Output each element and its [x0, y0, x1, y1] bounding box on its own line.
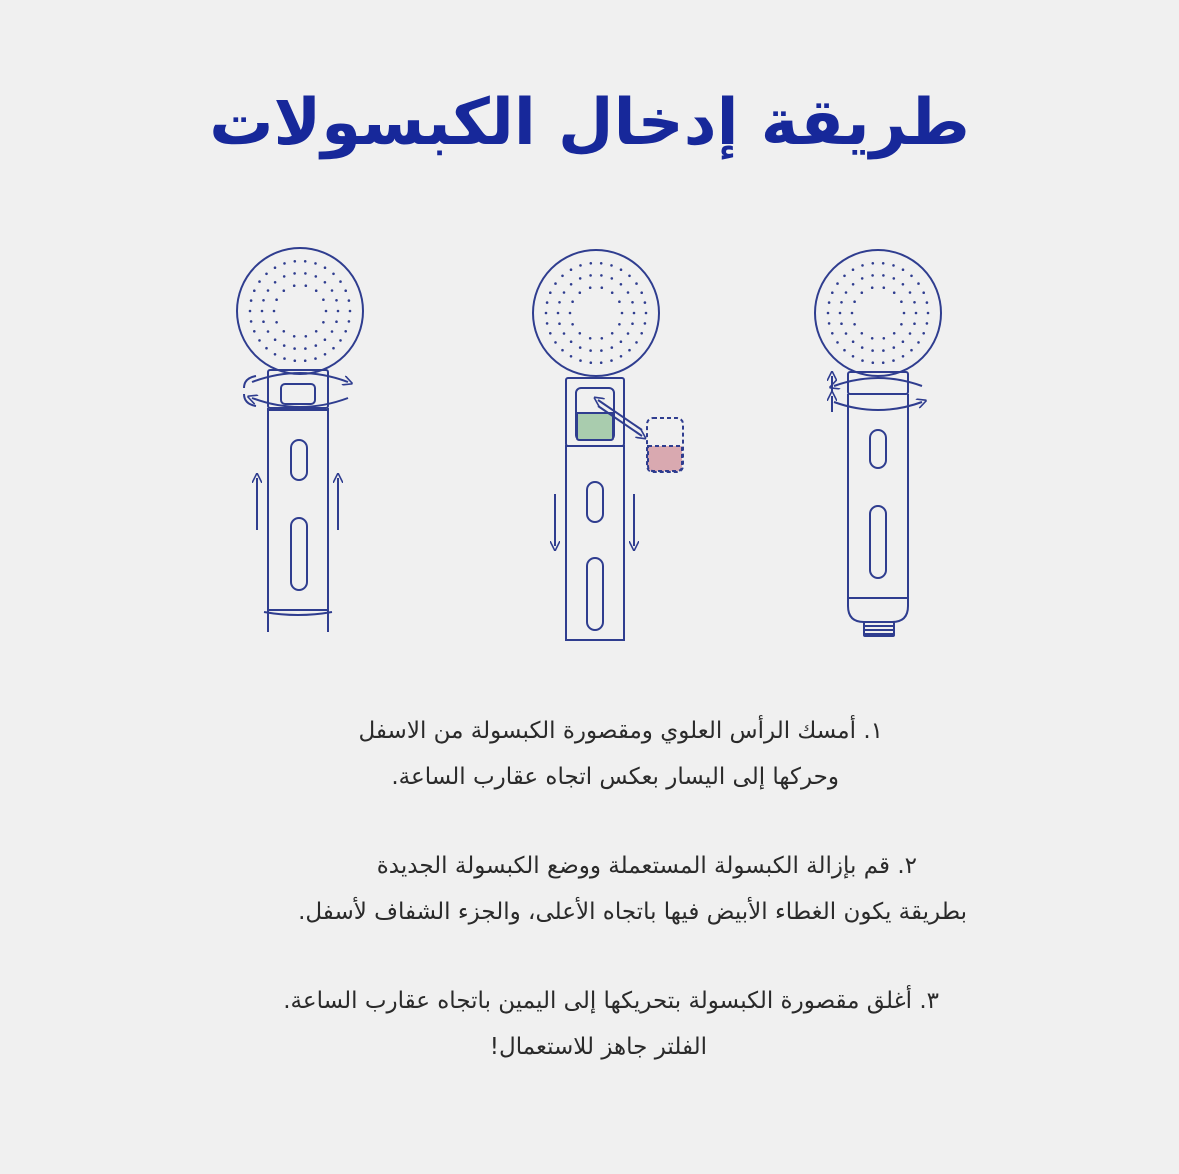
nozzle-dot	[571, 300, 574, 303]
nozzle-dot	[344, 289, 347, 292]
nozzle-dot	[845, 291, 848, 294]
nozzle-dot	[589, 337, 592, 340]
nozzle-dot	[304, 347, 307, 350]
nozzle-dot	[335, 299, 338, 302]
showerhead-swap-capsule-icon	[533, 250, 683, 640]
showerhead-rim	[237, 248, 363, 374]
nozzle-dot	[579, 359, 582, 362]
nozzle-dot	[571, 323, 574, 326]
nozzle-dot	[640, 291, 643, 294]
nozzle-dot	[589, 349, 592, 352]
nozzle-dot	[853, 323, 856, 326]
nozzle-dot	[335, 320, 338, 323]
nozzle-dot	[561, 275, 564, 278]
showerhead-disc	[237, 248, 363, 374]
step-3-line-1: ٣. أغلق مقصورة الكبسولة بتحريكها إلى اليمين باتجاه عقارب الساعة.	[283, 988, 939, 1014]
nozzle-dot	[558, 301, 561, 304]
nozzle-dot	[324, 353, 327, 356]
nozzle-dot	[913, 322, 916, 325]
nozzle-dot	[265, 347, 268, 350]
nozzle-dot	[293, 284, 296, 287]
nozzle-dot	[344, 330, 347, 333]
nozzle-dot	[618, 300, 621, 303]
nozzle-dot	[590, 262, 593, 265]
nozzle-dot	[872, 361, 875, 364]
nozzle-dot	[620, 355, 623, 358]
nozzle-dot	[840, 322, 843, 325]
nozzle-dot	[579, 277, 582, 280]
showerhead-rim	[533, 250, 659, 376]
nozzle-dot	[843, 275, 846, 278]
nozzle-dot	[554, 341, 557, 344]
nozzle-dot	[331, 289, 334, 292]
nozzle-dot	[922, 291, 925, 294]
nozzle-dot	[261, 310, 264, 313]
nozzle-dot	[610, 264, 613, 267]
nozzle-dot	[304, 260, 307, 263]
nozzle-dot	[283, 275, 286, 278]
nozzle-dot	[631, 322, 634, 325]
nozzle-dot	[557, 312, 560, 315]
nozzle-dot	[274, 266, 277, 269]
nozzle-dot	[644, 322, 647, 325]
nozzle-dot	[339, 280, 342, 283]
showerhead-rim	[815, 250, 941, 376]
nozzle-dot	[304, 359, 307, 362]
nozzle-dot	[558, 322, 561, 325]
nozzle-dot	[852, 355, 855, 358]
nozzle-dot	[339, 339, 342, 342]
nozzle-dot	[926, 301, 929, 304]
nozzle-dot	[579, 346, 582, 349]
nozzle-dot	[627, 332, 630, 335]
nozzle-dot	[324, 266, 327, 269]
nozzle-dot	[349, 310, 352, 313]
nozzle-dot	[579, 332, 582, 335]
nozzle-dot	[589, 274, 592, 277]
nozzle-dot	[840, 301, 843, 304]
nozzle-dot	[304, 272, 307, 275]
nozzle-dot	[620, 268, 623, 271]
nozzle-dot	[611, 277, 614, 280]
nozzle-dot	[579, 291, 582, 294]
nozzle-dot	[283, 262, 286, 265]
nozzle-dot	[843, 349, 846, 352]
nozzle-dot	[917, 282, 920, 285]
nozzle-dot	[861, 359, 864, 362]
nozzle-dot	[853, 300, 856, 303]
nozzle-dot	[293, 335, 296, 338]
nozzle-dot	[836, 282, 839, 285]
nozzle-dot	[600, 262, 603, 265]
nozzle-dot	[927, 312, 930, 315]
nozzle-dot	[283, 289, 286, 292]
nozzle-dot	[900, 300, 903, 303]
nozzle-dot	[348, 299, 351, 302]
nozzle-dot	[861, 291, 864, 294]
nozzle-dot	[644, 301, 647, 304]
nozzle-dot	[627, 291, 630, 294]
nozzle-dot	[554, 282, 557, 285]
nozzle-dot	[893, 291, 896, 294]
nozzle-dot	[549, 291, 552, 294]
nozzle-dot	[283, 330, 286, 333]
instruction-step-2	[298, 843, 967, 935]
nozzle-dot	[253, 289, 256, 292]
nozzle-dot	[283, 344, 286, 347]
nozzle-dot	[620, 283, 623, 286]
nozzle-dot	[322, 298, 325, 301]
nozzle-dot	[871, 349, 874, 352]
nozzle-dot	[882, 262, 885, 265]
nozzle-dot	[570, 340, 573, 343]
step-2-line-1: ٢. قم بإزالة الكبسولة المستعملة ووضع الكبسولة الجديدة	[376, 853, 917, 879]
nozzle-dot	[871, 274, 874, 277]
nozzle-dot	[893, 346, 896, 349]
nozzle-dot	[315, 275, 318, 278]
nozzle-dot	[882, 361, 885, 364]
nozzle-dot	[618, 323, 621, 326]
nozzle-dot	[579, 264, 582, 267]
nozzle-dot	[893, 277, 896, 280]
nozzle-dot	[601, 286, 604, 289]
nozzle-dot	[601, 337, 604, 340]
nozzle-dot	[325, 310, 328, 313]
nozzle-dot	[910, 349, 913, 352]
nozzle-dot	[600, 349, 603, 352]
nozzle-dot	[570, 268, 573, 271]
nozzle-dot	[892, 264, 895, 267]
nozzle-dot	[589, 286, 592, 289]
nozzle-dot	[926, 322, 929, 325]
nozzle-dot	[635, 282, 638, 285]
nozzle-dot	[332, 347, 335, 350]
nozzle-dot	[267, 289, 270, 292]
nozzle-dot	[883, 337, 886, 340]
nozzle-dot	[293, 272, 296, 275]
nozzle-dot	[900, 323, 903, 326]
nozzle-dot	[600, 274, 603, 277]
nozzle-dot	[628, 349, 631, 352]
nozzle-dot	[633, 312, 636, 315]
nozzle-dot	[909, 291, 912, 294]
nozzle-dot	[831, 291, 834, 294]
nozzle-dot	[910, 275, 913, 278]
nozzle-dot	[315, 330, 318, 333]
nozzle-dot	[258, 339, 261, 342]
nozzle-dot	[645, 312, 648, 315]
nozzle-dot	[348, 320, 351, 323]
nozzle-dot	[275, 298, 278, 301]
showerhead-disc	[533, 250, 659, 376]
nozzle-dot	[570, 355, 573, 358]
nozzle-dot	[845, 332, 848, 335]
nozzle-dot	[852, 340, 855, 343]
nozzle-dot	[917, 341, 920, 344]
nozzle-dot	[902, 355, 905, 358]
nozzle-dot	[611, 346, 614, 349]
nozzle-dot	[546, 301, 549, 304]
nozzle-dot	[549, 332, 552, 335]
nozzle-dot	[546, 322, 549, 325]
step-1-line-2: وحركها إلى اليسار بعكس اتجاه عقارب الساعة.	[391, 764, 839, 790]
showerhead-rotate-open-icon	[237, 248, 363, 632]
nozzle-dot	[882, 274, 885, 277]
nozzle-dot	[249, 310, 252, 313]
nozzle-dot	[570, 283, 573, 286]
nozzle-dot	[831, 332, 834, 335]
nozzle-dot	[892, 359, 895, 362]
nozzle-dot	[314, 357, 317, 360]
nozzle-dot	[902, 283, 905, 286]
nozzle-dot	[902, 268, 905, 271]
nozzle-dot	[293, 347, 296, 350]
nozzle-dot	[852, 268, 855, 271]
nozzle-dot	[902, 340, 905, 343]
illustrations	[0, 230, 1179, 660]
nozzle-dot	[628, 275, 631, 278]
nozzle-dot	[563, 332, 566, 335]
nozzle-dot	[294, 359, 297, 362]
nozzle-dot	[611, 332, 614, 335]
nozzle-dot	[294, 260, 297, 263]
nozzle-dot	[861, 277, 864, 280]
nozzle-dot	[871, 286, 874, 289]
nozzle-dot	[922, 332, 925, 335]
instruction-step-3	[283, 978, 939, 1070]
nozzle-dot	[611, 291, 614, 294]
nozzle-dot	[903, 312, 906, 315]
nozzle-dot	[324, 281, 327, 284]
nozzle-dot	[332, 273, 335, 276]
nozzle-dot	[305, 284, 308, 287]
nozzle-dot	[871, 337, 874, 340]
nozzle-dot	[262, 299, 265, 302]
nozzle-dot	[610, 359, 613, 362]
nozzle-dot	[621, 312, 624, 315]
nozzle-dot	[882, 349, 885, 352]
nozzle-dot	[852, 283, 855, 286]
nozzle-dot	[273, 310, 276, 313]
nozzle-dot	[545, 312, 548, 315]
nozzle-dot	[893, 332, 896, 335]
nozzle-dot	[315, 344, 318, 347]
showerhead-rotate-close-icon	[815, 250, 941, 636]
step-1-line-1: ١. أمسك الرأس العلوي ومقصورة الكبسولة من الاسفل	[358, 718, 883, 744]
nozzle-dot	[324, 338, 327, 341]
nozzle-dot	[265, 273, 268, 276]
nozzle-dot	[827, 312, 830, 315]
nozzle-dot	[836, 341, 839, 344]
nozzle-dot	[274, 281, 277, 284]
nozzle-dot	[828, 301, 831, 304]
nozzle-dot	[563, 291, 566, 294]
nozzle-dot	[331, 330, 334, 333]
nozzle-dot	[569, 312, 572, 315]
nozzle-dot	[828, 322, 831, 325]
nozzle-dot	[620, 340, 623, 343]
nozzle-dot	[839, 312, 842, 315]
nozzle-dot	[250, 320, 253, 323]
nozzle-dot	[267, 330, 270, 333]
nozzle-dot	[283, 357, 286, 360]
nozzle-dot	[305, 335, 308, 338]
nozzle-dot	[250, 299, 253, 302]
nozzle-dot	[635, 341, 638, 344]
nozzle-dot	[915, 312, 918, 315]
nozzle-dot	[631, 301, 634, 304]
nozzle-dot	[262, 320, 265, 323]
nozzle-dot	[315, 289, 318, 292]
nozzle-dot	[258, 280, 261, 283]
nozzle-dot	[861, 332, 864, 335]
step-2-line-2: بطريقة يكون الغطاء الأبيض فيها باتجاه الأعلى، والجزء الشفاف لأسفل.	[298, 899, 967, 925]
nozzle-dot	[851, 312, 854, 315]
nozzle-dot	[275, 321, 278, 324]
step-3-line-2: الفلتر جاهز للاستعمال!	[489, 1034, 707, 1060]
nozzle-dot	[861, 346, 864, 349]
page-title: طريقة إدخال الكبسولات	[209, 86, 970, 160]
nozzle-dot	[253, 330, 256, 333]
nozzle-dot	[600, 361, 603, 364]
nozzle-dot	[883, 286, 886, 289]
nozzle-dot	[322, 321, 325, 324]
instruction-step-1	[359, 708, 884, 800]
nozzle-dot	[314, 262, 317, 265]
nozzle-dot	[561, 349, 564, 352]
nozzle-dot	[274, 338, 277, 341]
nozzle-dot	[909, 332, 912, 335]
nozzle-dot	[640, 332, 643, 335]
nozzle-dot	[590, 361, 593, 364]
nozzle-dot	[913, 301, 916, 304]
showerhead-disc	[815, 250, 941, 376]
nozzle-dot	[872, 262, 875, 265]
nozzle-dot	[274, 353, 277, 356]
nozzle-dot	[337, 310, 340, 313]
nozzle-dot	[861, 264, 864, 267]
